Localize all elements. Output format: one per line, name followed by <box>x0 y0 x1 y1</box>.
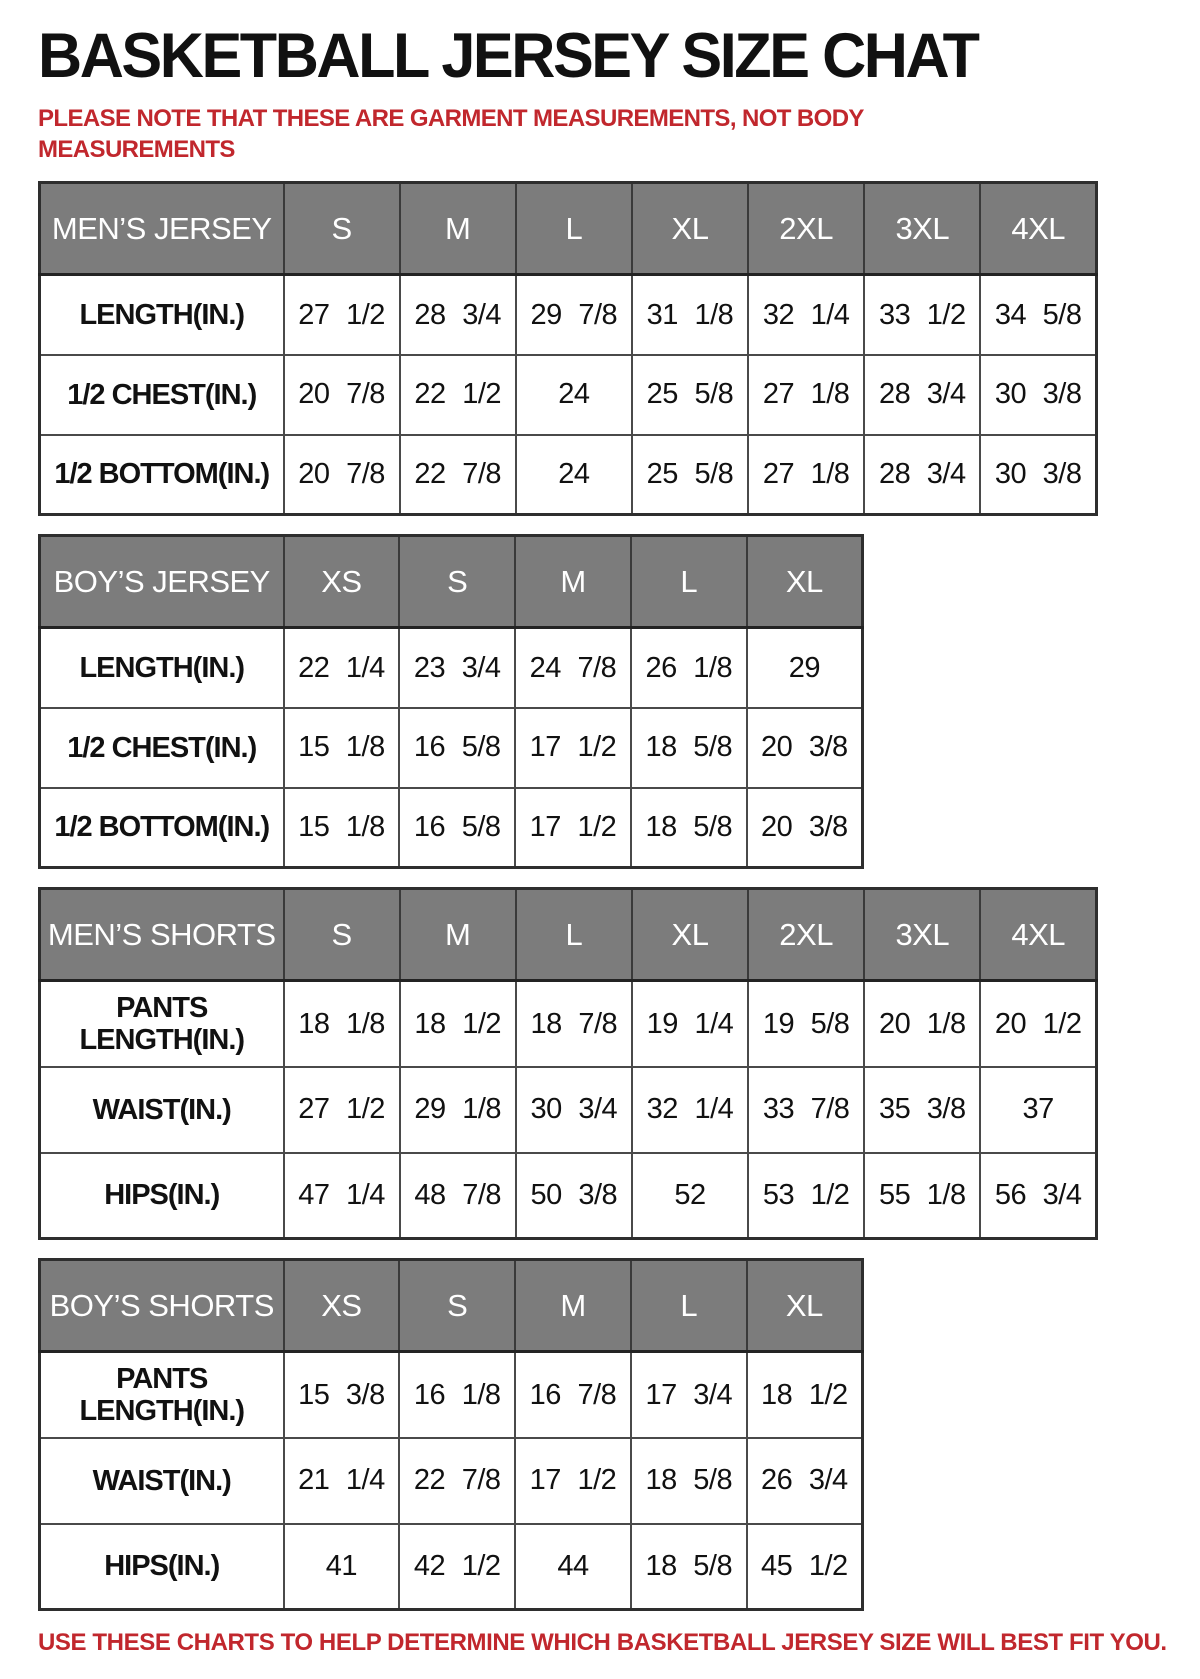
size-header-cell: M <box>515 1260 631 1352</box>
size-header-cell: S <box>284 183 400 275</box>
row-label-cell: LENGTH(IN.) <box>40 275 284 355</box>
value-cell: 15 1/8 <box>284 788 400 868</box>
value-cell: 27 1/8 <box>748 435 864 515</box>
value-cell: 17 1/2 <box>515 708 631 788</box>
value-cell: 56 3/4 <box>980 1153 1096 1239</box>
value-cell: 17 3/4 <box>631 1352 747 1438</box>
value-cell: 44 <box>515 1524 631 1610</box>
value-cell: 29 1/8 <box>400 1067 516 1153</box>
value-cell: 28 3/4 <box>400 275 516 355</box>
value-cell: 21 1/4 <box>284 1438 400 1524</box>
value-cell: 32 1/4 <box>632 1067 748 1153</box>
size-header-cell: 3XL <box>864 889 980 981</box>
size-header-cell: XL <box>632 183 748 275</box>
footer-note: USE THESE CHARTS TO HELP DETERMINE WHICH BASKETBALL JERSEY SIZE WILL BEST FIT YOU. <box>38 1629 1167 1657</box>
value-cell: 18 7/8 <box>516 981 632 1067</box>
value-cell: 33 7/8 <box>748 1067 864 1153</box>
value-cell: 25 5/8 <box>632 435 748 515</box>
size-header-cell: S <box>399 1260 515 1352</box>
value-cell: 16 5/8 <box>399 708 515 788</box>
value-cell: 28 3/4 <box>864 435 980 515</box>
value-cell: 18 1/2 <box>400 981 516 1067</box>
table-row <box>40 708 863 788</box>
size-header-cell: XS <box>284 1260 400 1352</box>
value-cell: 25 5/8 <box>632 355 748 435</box>
value-cell: 18 5/8 <box>631 788 747 868</box>
size-header-cell: 3XL <box>864 183 980 275</box>
row-label-cell: WAIST(IN.) <box>40 1438 284 1524</box>
value-cell: 27 1/2 <box>284 275 400 355</box>
value-cell: 29 <box>747 628 863 708</box>
row-label-cell: PANTS LENGTH(IN.) <box>40 981 284 1067</box>
header-row <box>40 536 863 628</box>
value-cell: 18 1/8 <box>284 981 400 1067</box>
value-cell: 31 1/8 <box>632 275 748 355</box>
value-cell: 20 1/8 <box>864 981 980 1067</box>
value-cell: 42 1/2 <box>399 1524 515 1610</box>
value-cell: 20 3/8 <box>747 788 863 868</box>
row-label-cell: 1/2 BOTTOM(IN.) <box>40 435 284 515</box>
value-cell: 30 3/8 <box>980 355 1096 435</box>
size-header-cell: L <box>516 889 632 981</box>
value-cell: 17 1/2 <box>515 788 631 868</box>
size-header-cell: L <box>516 183 632 275</box>
size-header-cell: S <box>284 889 400 981</box>
table-title-cell: MEN’S SHORTS <box>40 889 284 981</box>
value-cell: 30 3/8 <box>980 435 1096 515</box>
table-row <box>40 355 1097 435</box>
size-header-cell: XL <box>747 536 863 628</box>
value-cell: 16 1/8 <box>399 1352 515 1438</box>
value-cell: 32 1/4 <box>748 275 864 355</box>
table-row <box>40 435 1097 515</box>
value-cell: 20 7/8 <box>284 355 400 435</box>
table-row <box>40 1524 863 1610</box>
size-header-cell: 2XL <box>748 889 864 981</box>
table-row <box>40 981 1097 1067</box>
row-label-cell: HIPS(IN.) <box>40 1524 284 1610</box>
value-cell: 15 3/8 <box>284 1352 400 1438</box>
value-cell: 16 5/8 <box>399 788 515 868</box>
value-cell: 26 1/8 <box>631 628 747 708</box>
table-row <box>40 788 863 868</box>
table-row <box>40 1067 1097 1153</box>
value-cell: 34 5/8 <box>980 275 1096 355</box>
row-label-cell: 1/2 BOTTOM(IN.) <box>40 788 284 868</box>
value-cell: 30 3/4 <box>516 1067 632 1153</box>
row-label-cell: PANTS LENGTH(IN.) <box>40 1352 284 1438</box>
value-cell: 27 1/8 <box>748 355 864 435</box>
value-cell: 26 3/4 <box>747 1438 863 1524</box>
row-label-cell: 1/2 CHEST(IN.) <box>40 708 284 788</box>
size-header-cell: XL <box>632 889 748 981</box>
table-row <box>40 275 1097 355</box>
size-header-cell: L <box>631 1260 747 1352</box>
page-title: BASKETBALL JERSEY SIZE CHAT <box>38 21 978 91</box>
value-cell: 35 3/8 <box>864 1067 980 1153</box>
value-cell: 18 5/8 <box>631 1438 747 1524</box>
value-cell: 22 7/8 <box>399 1438 515 1524</box>
value-cell: 22 7/8 <box>400 435 516 515</box>
size-header-cell: M <box>400 889 516 981</box>
row-label-cell: WAIST(IN.) <box>40 1067 284 1153</box>
size-header-cell: L <box>631 536 747 628</box>
value-cell: 27 1/2 <box>284 1067 400 1153</box>
table-row <box>40 1352 863 1438</box>
value-cell: 22 1/2 <box>400 355 516 435</box>
size-header-cell: XS <box>284 536 400 628</box>
size-header-cell: 4XL <box>980 889 1096 981</box>
table-row <box>40 628 863 708</box>
size-header-cell: XL <box>747 1260 863 1352</box>
value-cell: 45 1/2 <box>747 1524 863 1610</box>
value-cell: 18 5/8 <box>631 1524 747 1610</box>
value-cell: 50 3/8 <box>516 1153 632 1239</box>
value-cell: 20 3/8 <box>747 708 863 788</box>
value-cell: 28 3/4 <box>864 355 980 435</box>
table-title-cell: BOY’S JERSEY <box>40 536 284 628</box>
value-cell: 29 7/8 <box>516 275 632 355</box>
row-label-cell: LENGTH(IN.) <box>40 628 284 708</box>
size-table-boys-jersey <box>38 534 864 869</box>
garment-measurement-note: PLEASE NOTE THAT THESE ARE GARMENT MEASUREMENTS, NOT BODY MEASUREMENTS <box>38 105 864 163</box>
value-cell: 55 1/8 <box>864 1153 980 1239</box>
size-table-mens-jersey <box>38 181 1098 516</box>
row-label-cell: HIPS(IN.) <box>40 1153 284 1239</box>
value-cell: 16 7/8 <box>515 1352 631 1438</box>
value-cell: 17 1/2 <box>515 1438 631 1524</box>
value-cell: 24 <box>516 355 632 435</box>
size-header-cell: 4XL <box>980 183 1096 275</box>
value-cell: 15 1/8 <box>284 708 400 788</box>
value-cell: 48 7/8 <box>400 1153 516 1239</box>
value-cell: 19 1/4 <box>632 981 748 1067</box>
header-row <box>40 1260 863 1352</box>
value-cell: 24 <box>516 435 632 515</box>
value-cell: 20 7/8 <box>284 435 400 515</box>
value-cell: 18 5/8 <box>631 708 747 788</box>
size-header-cell: 2XL <box>748 183 864 275</box>
size-table-mens-shorts <box>38 887 1098 1240</box>
value-cell: 47 1/4 <box>284 1153 400 1239</box>
row-label-cell: 1/2 CHEST(IN.) <box>40 355 284 435</box>
size-header-cell: S <box>399 536 515 628</box>
value-cell: 18 1/2 <box>747 1352 863 1438</box>
size-header-cell: M <box>400 183 516 275</box>
tables-container <box>38 181 1170 1611</box>
table-title-cell: BOY’S SHORTS <box>40 1260 284 1352</box>
header-row <box>40 183 1097 275</box>
value-cell: 20 1/2 <box>980 981 1096 1067</box>
header-row <box>40 889 1097 981</box>
value-cell: 52 <box>632 1153 748 1239</box>
table-row <box>40 1438 863 1524</box>
value-cell: 19 5/8 <box>748 981 864 1067</box>
value-cell: 33 1/2 <box>864 275 980 355</box>
value-cell: 23 3/4 <box>399 628 515 708</box>
size-header-cell: M <box>515 536 631 628</box>
value-cell: 22 1/4 <box>284 628 400 708</box>
value-cell: 24 7/8 <box>515 628 631 708</box>
value-cell: 37 <box>980 1067 1096 1153</box>
value-cell: 41 <box>284 1524 400 1610</box>
table-title-cell: MEN’S JERSEY <box>40 183 284 275</box>
table-row <box>40 1153 1097 1239</box>
size-table-boys-shorts <box>38 1258 864 1611</box>
value-cell: 53 1/2 <box>748 1153 864 1239</box>
